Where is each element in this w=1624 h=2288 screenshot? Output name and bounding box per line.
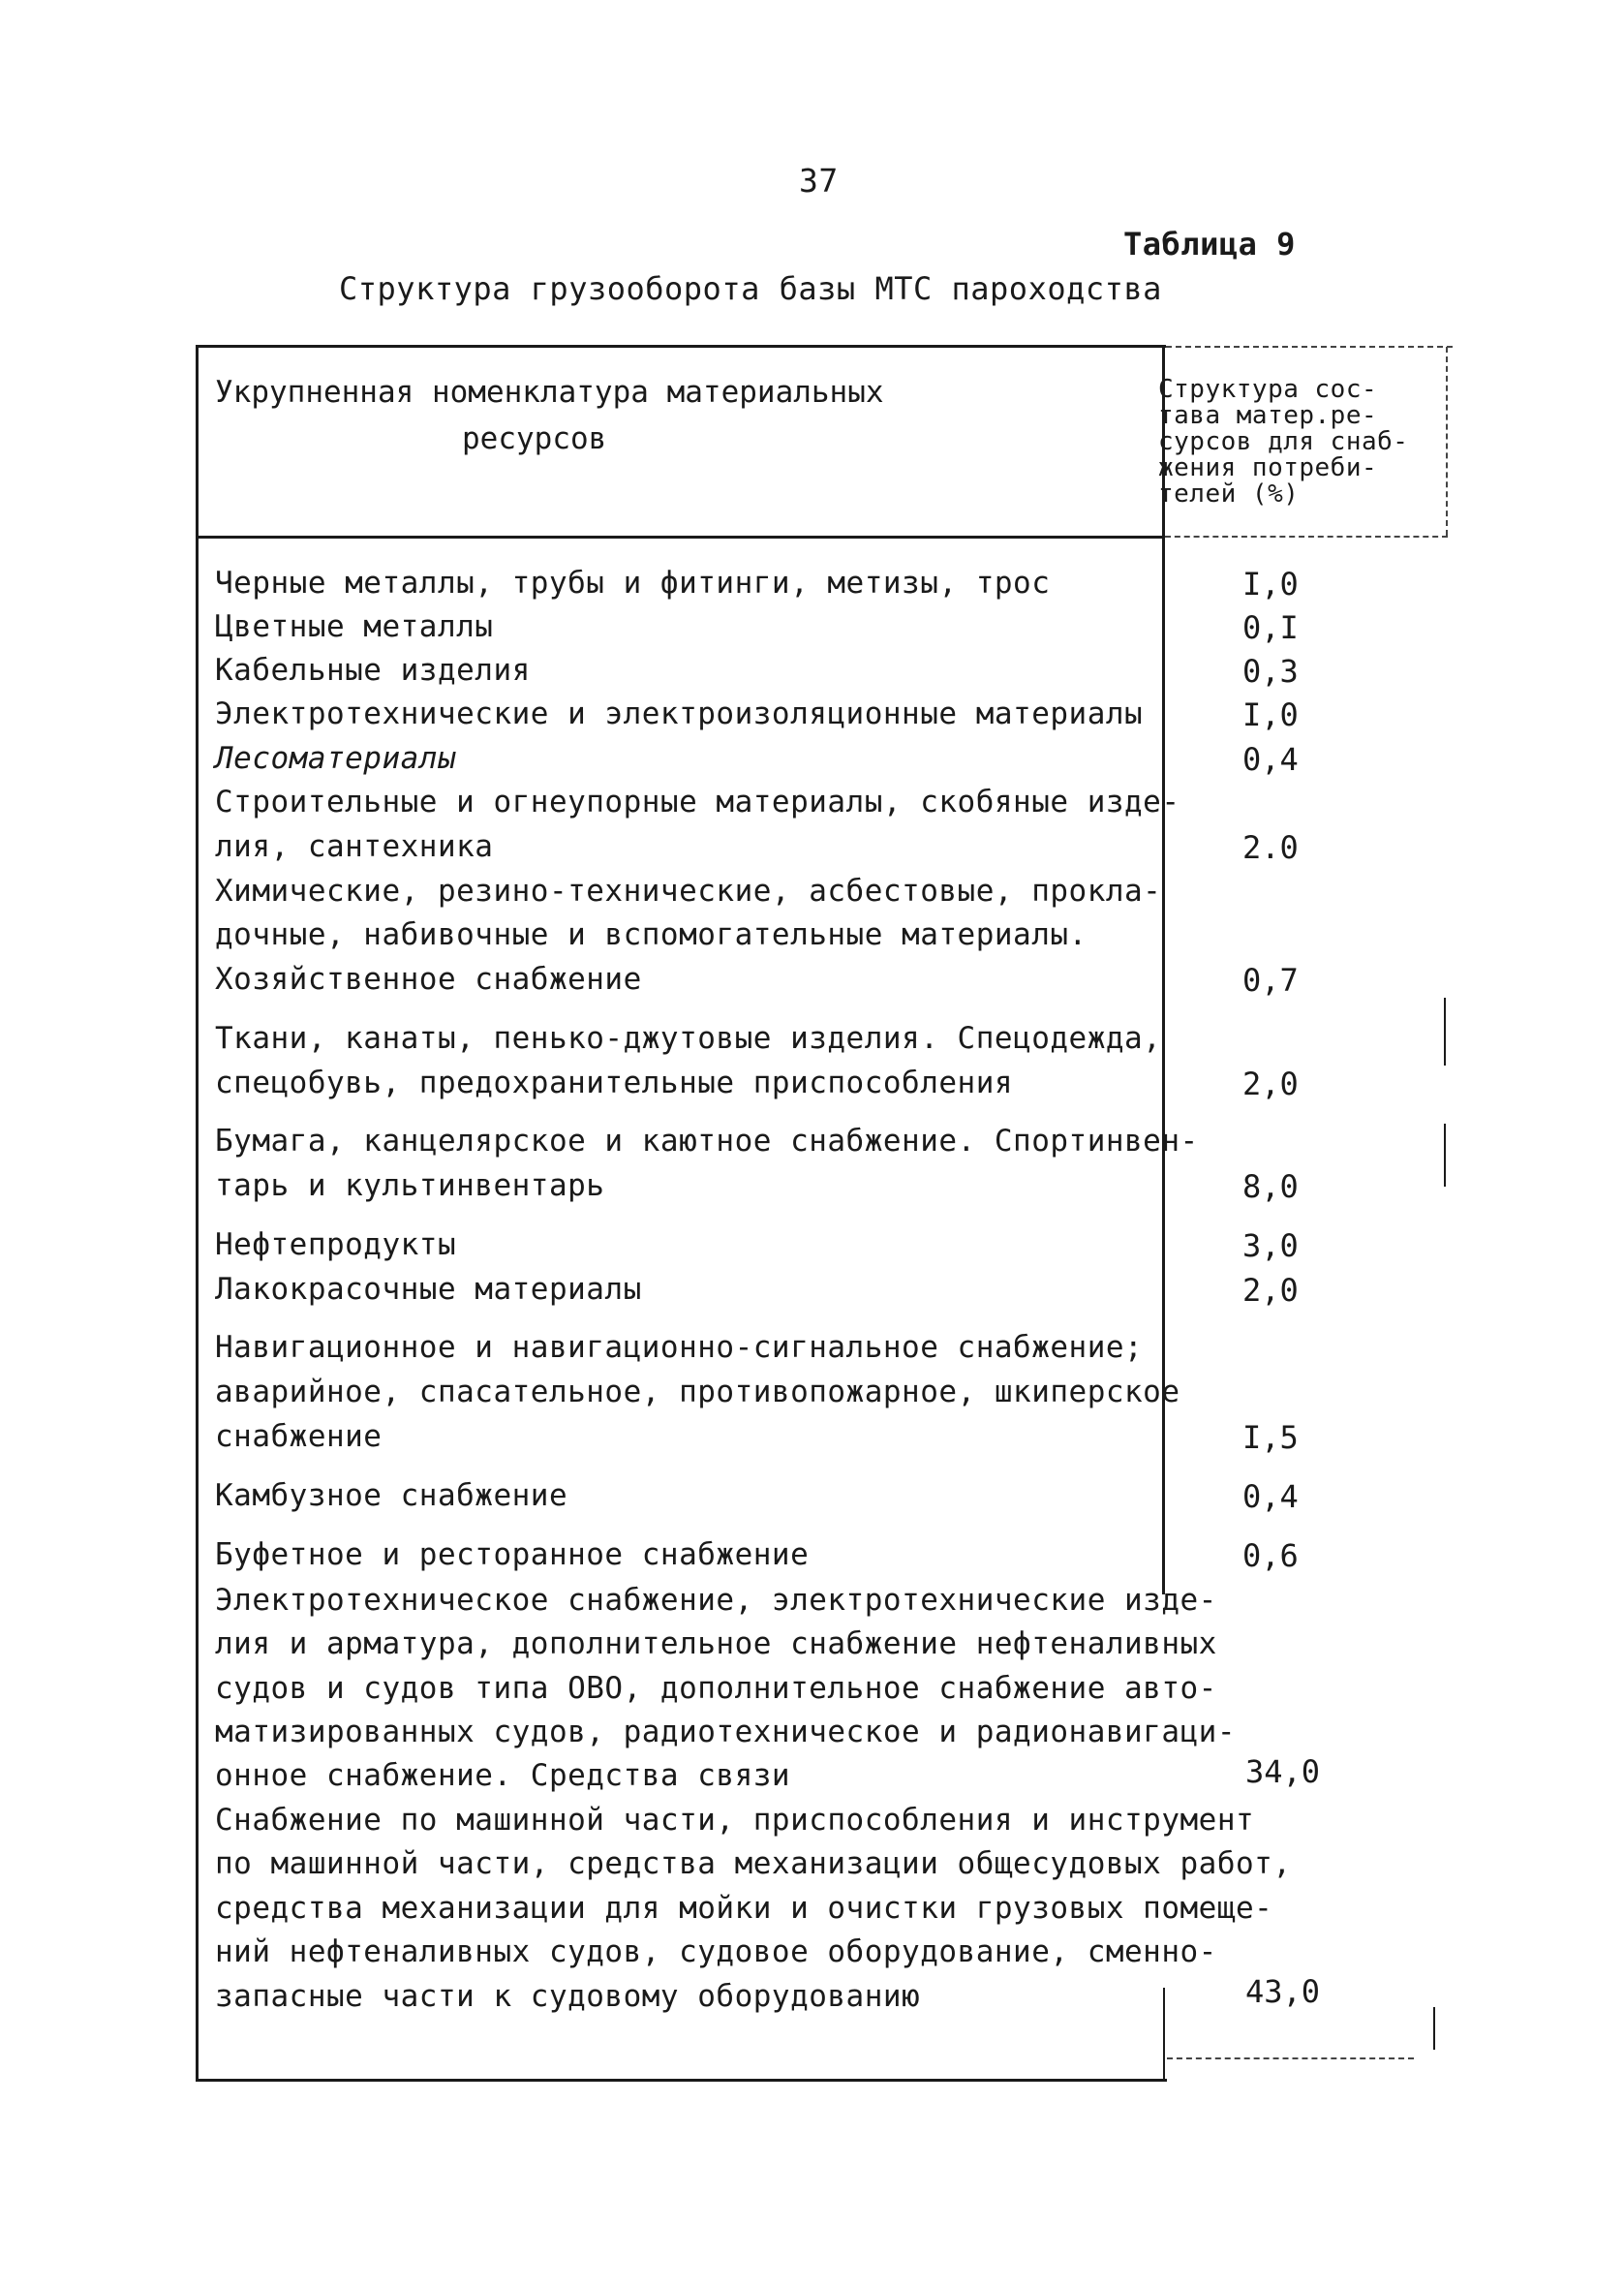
row-value: I,0 (1242, 696, 1299, 733)
row-value: 0,6 (1242, 1537, 1299, 1574)
right-margin-mark-1 (1444, 998, 1446, 1066)
row-text-line: Нефтепродукты (215, 1227, 457, 1262)
row-value: I,0 (1242, 566, 1299, 603)
column-divider-lower (1163, 1988, 1165, 2081)
header-col1-line2: ресурсов (462, 421, 607, 456)
page-number: 37 (799, 162, 839, 200)
row-text-line: Строительные и огнеупорные материалы, скобяные изде- (215, 785, 1180, 819)
row-text-line: спецобувь, предохранительные приспособления (215, 1066, 1014, 1100)
row-value: 0,3 (1242, 653, 1299, 690)
header-bottom-border (198, 536, 1162, 539)
right-margin-mark-3 (1433, 2007, 1435, 2050)
table-label: Таблица 9 (1123, 226, 1296, 263)
header-col2-line: жения потреби- (1158, 453, 1378, 482)
row-text-line: Электротехническое снабжение, электротехнические изде- (215, 1583, 1217, 1618)
row-text-line: Электротехнические и электроизоляционные материалы (215, 696, 1144, 731)
row-text-line: аварийное, спасательное, противопожарное, шкиперское (215, 1375, 1180, 1409)
row-text-line: лия и арматура, дополнительное снабжение нефтеналивных (215, 1626, 1217, 1661)
row-text-line: Лакокрасочные материалы (215, 1272, 642, 1307)
row-text-line: Хозяйственное снабжение (215, 962, 642, 997)
table-title: Структура грузооборота базы МТС пароходства (339, 270, 1162, 307)
table-bottom-border-right (1167, 2057, 1414, 2059)
row-text-line: Навигационное и навигационно-сигнальное снабжение; (215, 1330, 1144, 1365)
row-value: 0,7 (1242, 962, 1299, 999)
row-text-line: Лесоматериалы (215, 741, 457, 776)
row-text-line: Бумага, канцелярское и каютное снабжение. Спортинвен- (215, 1124, 1199, 1159)
row-text-line: Буфетное и ресторанное снабжение (215, 1537, 810, 1572)
row-text-line: Химические, резино-технические, асбестовые, прокла- (215, 874, 1162, 909)
row-text-line: матизированных судов, радиотехническое и радионавигаци- (215, 1715, 1236, 1749)
row-text-line: Камбузное снабжение (215, 1478, 568, 1513)
row-value: 2,0 (1242, 1066, 1299, 1102)
header-col2 (1158, 377, 1449, 508)
row-text-line: Снабжение по машинной части, приспособления и инструмент (215, 1803, 1255, 1838)
row-text-line: Кабельные изделия (215, 653, 531, 688)
row-value: 0,4 (1242, 741, 1299, 778)
row-text-line: тарь и культинвентарь (215, 1168, 605, 1203)
header-col1-line1: Укрупненная номенклатура материальных (215, 375, 884, 410)
table-top-border (198, 345, 1166, 348)
row-value: 3,0 (1242, 1227, 1299, 1264)
row-text-line: судов и судов типа ОВО, дополнительное снабжение авто- (215, 1671, 1217, 1706)
row-text-line: Цветные металлы (215, 609, 494, 644)
row-text-line: Черные металлы, трубы и фитинги, метизы, трос (215, 566, 1051, 601)
row-value: 8,0 (1242, 1168, 1299, 1205)
row-text-line: онное снабжение. Средства связи (215, 1758, 791, 1793)
header-col2-line: телей (%) (1158, 479, 1300, 509)
row-value: 0,I (1242, 609, 1299, 646)
row-text-line: по машинной части, средства механизации общесудовых работ, (215, 1846, 1292, 1881)
header-col2-line: сурсов для снаб- (1158, 427, 1409, 456)
right-margin-mark-2 (1444, 1124, 1446, 1187)
row-text-line: снабжение (215, 1419, 383, 1454)
row-value: 0,4 (1242, 1478, 1299, 1515)
row-text-line: средства механизации для мойки и очистки грузовых помеще- (215, 1891, 1273, 1926)
table-left-border (196, 345, 199, 2081)
row-value: 2,0 (1242, 1272, 1299, 1309)
row-value: 43,0 (1245, 1973, 1321, 2010)
table-top-border-right (1166, 346, 1453, 348)
row-value: 34,0 (1245, 1753, 1321, 1790)
header-bottom-border-right (1165, 536, 1448, 538)
row-text-line: дочные, набивочные и вспомогательные материалы. (215, 917, 1088, 952)
row-value: 2.0 (1242, 829, 1299, 866)
row-text-line: ний нефтеналивных судов, судовое оборудование, сменно- (215, 1934, 1217, 1969)
row-value: I,5 (1242, 1419, 1299, 1456)
row-text-line: запасные части к судовому оборудованию (215, 1979, 921, 2014)
table-bottom-border (196, 2079, 1167, 2082)
header-col2-line: тава матер.ре- (1158, 401, 1378, 430)
row-text-line: Ткани, канаты, пенько-джутовые изделия. Спецодежда, (215, 1021, 1162, 1056)
header-col2-line: Структура сос- (1158, 375, 1378, 404)
row-text-line: лия, сантехника (215, 829, 494, 864)
